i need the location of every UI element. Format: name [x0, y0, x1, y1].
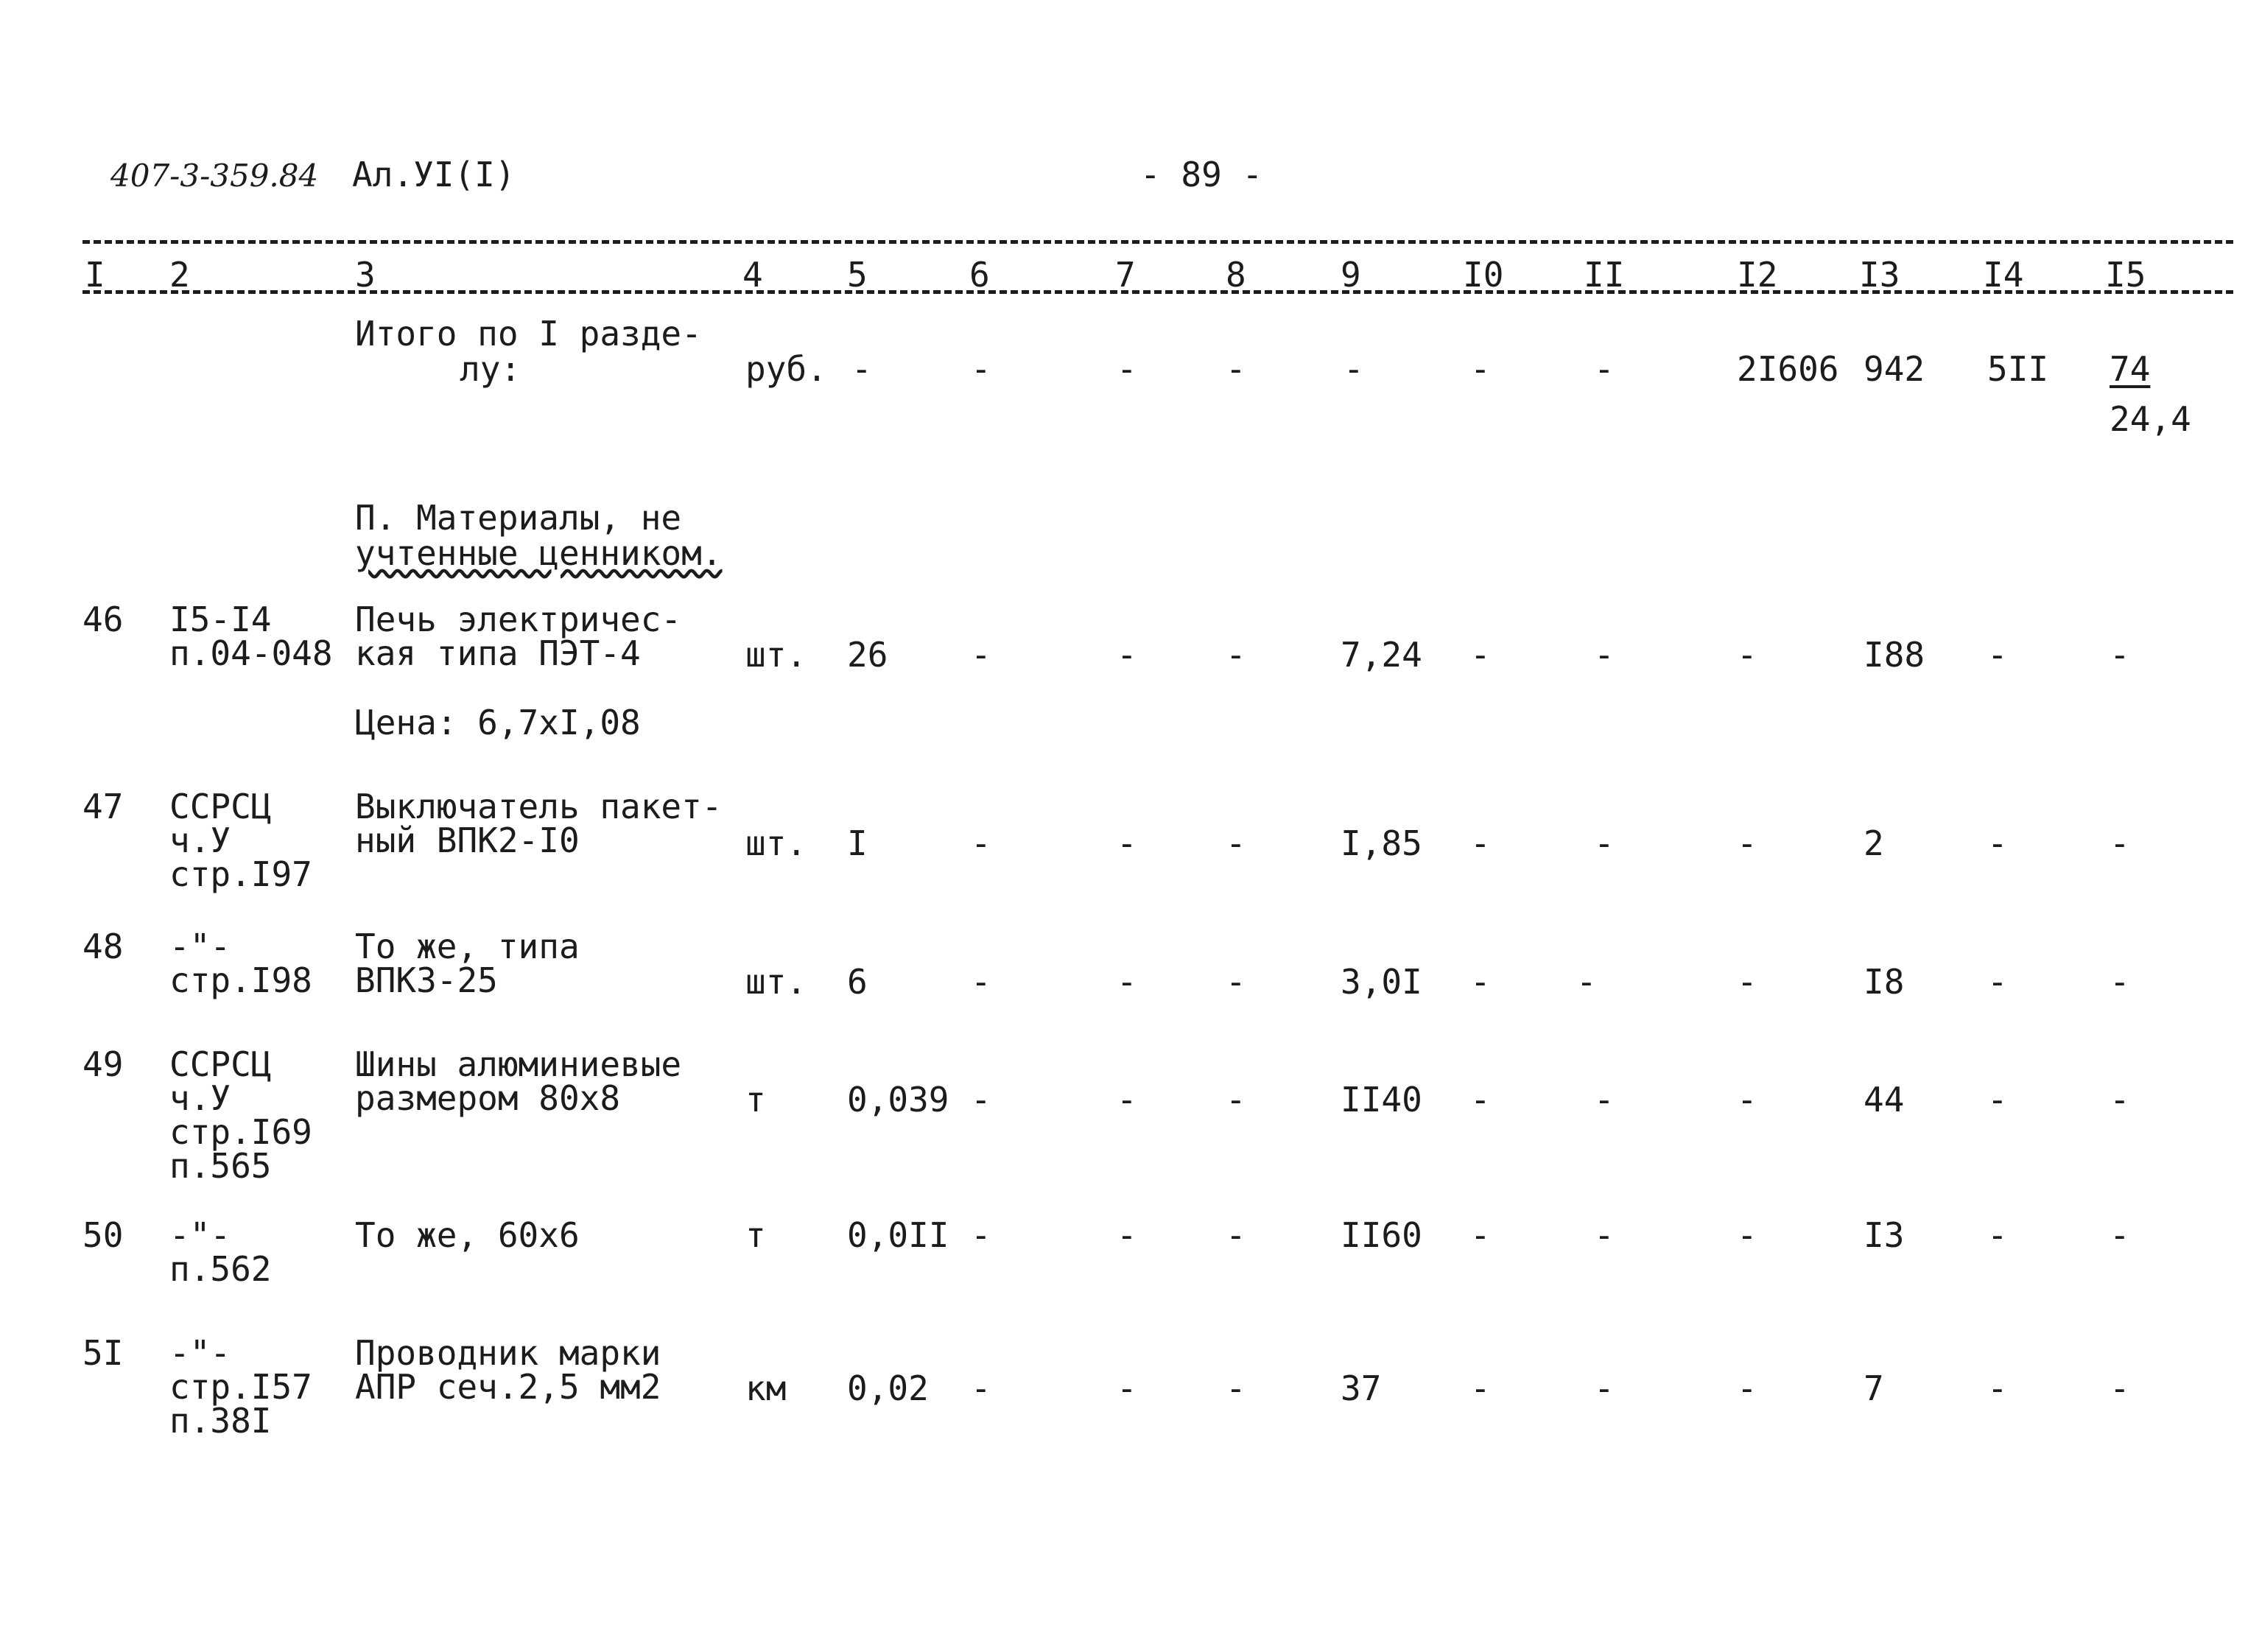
row-total: 7: [1864, 1368, 1884, 1408]
row-total: I8: [1864, 962, 1905, 1002]
row-col15: -: [2110, 1080, 2130, 1120]
totals-col12: 2I606: [1737, 349, 1839, 389]
row-col10: -: [1470, 1368, 1491, 1408]
row-code-line: ССРСЦ: [169, 787, 272, 826]
totals-label-line1: Итого по I разде-: [355, 314, 702, 354]
row-col8: -: [1226, 1368, 1246, 1408]
row-unit: км: [745, 1368, 787, 1408]
col-header-15: I5: [2105, 255, 2146, 295]
row-number: 48: [82, 927, 124, 966]
row-col10: -: [1470, 1215, 1491, 1255]
row-col11: -: [1594, 635, 1615, 675]
row-code-line: -"-: [169, 1333, 231, 1373]
row-code-line: ч.У: [169, 820, 231, 860]
row-name-line: Выключатель пакет-: [355, 787, 723, 826]
page-number: - 89 -: [1140, 155, 1263, 194]
col-header-8: 8: [1226, 255, 1246, 295]
row-code-line: -"-: [169, 927, 231, 966]
header-bottom-dashes: [82, 290, 2233, 294]
row-number: 46: [82, 600, 124, 639]
totals-col8: -: [1226, 349, 1246, 389]
row-name-line: Печь электричес-: [355, 600, 682, 639]
row-name-line: То же, 60х6: [355, 1215, 580, 1255]
row-name-line: ный ВПК2-I0: [355, 820, 580, 860]
row-code-line: стр.I97: [169, 854, 312, 894]
row-code-line: стр.I69: [169, 1112, 312, 1152]
row-col6: -: [971, 1368, 991, 1408]
row-unit-price: 7,24: [1341, 635, 1422, 675]
row-col14: -: [1987, 823, 2008, 863]
row-code-line: ч.У: [169, 1078, 231, 1118]
row-col12: -: [1737, 1368, 1757, 1408]
row-col11: -: [1576, 962, 1597, 1002]
row-col10: -: [1470, 1080, 1491, 1120]
row-col6: -: [971, 635, 991, 675]
totals-col5: -: [851, 349, 872, 389]
row-col6: -: [971, 1215, 991, 1255]
row-unit-price: 37: [1341, 1368, 1382, 1408]
row-col14: -: [1987, 1368, 2008, 1408]
row-col7: -: [1117, 1368, 1137, 1408]
totals-col15-top: 74: [2110, 349, 2151, 389]
row-quantity: 0,0II: [847, 1215, 949, 1255]
row-code-line: I5-I4: [169, 600, 272, 639]
row-name-line: кая типа ПЭТ-4: [355, 633, 641, 673]
row-col10: -: [1470, 962, 1491, 1002]
row-name-line: ВПК3-25: [355, 960, 498, 1000]
row-quantity: 0,039: [847, 1080, 949, 1120]
col-header-10: I0: [1463, 255, 1504, 295]
row-col8: -: [1226, 823, 1246, 863]
row-name-line: АПР сеч.2,5 мм2: [355, 1367, 661, 1407]
row-code-line: стр.I98: [169, 960, 312, 1000]
col-header-9: 9: [1341, 255, 1361, 295]
row-quantity: 6: [847, 962, 868, 1002]
header-top-dashes: [82, 240, 2233, 244]
row-col12: -: [1737, 635, 1757, 675]
row-unit: т: [745, 1215, 766, 1255]
totals-col6: -: [971, 349, 991, 389]
row-col15: -: [2110, 1215, 2130, 1255]
row-number: 49: [82, 1044, 124, 1084]
row-code-line: стр.I57: [169, 1367, 312, 1407]
row-col6: -: [971, 823, 991, 863]
row-number: 5I: [82, 1333, 124, 1373]
row-name-line: То же, типа: [355, 927, 580, 966]
row-col8: -: [1226, 1215, 1246, 1255]
row-col10: -: [1470, 635, 1491, 675]
row-col7: -: [1117, 1215, 1137, 1255]
row-col14: -: [1987, 962, 2008, 1002]
col-header-1: I: [85, 255, 105, 295]
album-label: Ал.УI(I): [352, 155, 516, 194]
row-col15: -: [2110, 962, 2130, 1002]
totals-col11: -: [1594, 349, 1615, 389]
totals-label-line2: лу:: [460, 349, 521, 389]
col-header-11: II: [1584, 255, 1625, 295]
row-name-line: размером 80х8: [355, 1078, 621, 1118]
row-col15: -: [2110, 823, 2130, 863]
row-number: 47: [82, 787, 124, 826]
row-col11: -: [1594, 823, 1615, 863]
row-col14: -: [1987, 635, 2008, 675]
row-col7: -: [1117, 1080, 1137, 1120]
totals-col14: 5II: [1987, 349, 2049, 389]
row-unit-price: I,85: [1341, 823, 1422, 863]
row-col7: -: [1117, 962, 1137, 1002]
row-total: 44: [1864, 1080, 1905, 1120]
row-quantity: 0,02: [847, 1368, 929, 1408]
row-code-line: -"-: [169, 1215, 231, 1255]
section-heading-line1: П. Материалы, не: [355, 498, 682, 538]
row-col12: -: [1737, 962, 1757, 1002]
totals-unit: руб.: [745, 349, 827, 389]
row-quantity: I: [847, 823, 868, 863]
col-header-3: 3: [355, 255, 376, 295]
row-name-line: Шины алюминиевые: [355, 1044, 682, 1084]
row-unit: шт.: [745, 962, 807, 1002]
row-col11: -: [1594, 1368, 1615, 1408]
row-name-line: Проводник марки: [355, 1333, 661, 1373]
document-code: 407-3-359.84: [110, 158, 319, 194]
row-col12: -: [1737, 823, 1757, 863]
row-unit: шт.: [745, 823, 807, 863]
col-header-14: I4: [1983, 255, 2024, 295]
row-col15: -: [2110, 635, 2130, 675]
row-col8: -: [1226, 635, 1246, 675]
row-col10: -: [1470, 823, 1491, 863]
row-code-line: п.562: [169, 1249, 272, 1289]
col-header-6: 6: [969, 255, 990, 295]
totals-col13: 942: [1864, 349, 1925, 389]
row-col11: -: [1594, 1080, 1615, 1120]
col-header-13: I3: [1859, 255, 1900, 295]
totals-col9: -: [1343, 349, 1364, 389]
row-price-note: Цена: 6,7хI,08: [355, 703, 641, 742]
row-code-line: п.38I: [169, 1401, 272, 1441]
col-header-4: 4: [742, 255, 763, 295]
row-col8: -: [1226, 962, 1246, 1002]
row-col12: -: [1737, 1080, 1757, 1120]
row-col7: -: [1117, 823, 1137, 863]
row-unit: шт.: [745, 635, 807, 675]
totals-col10: -: [1470, 349, 1491, 389]
row-quantity: 26: [847, 635, 888, 675]
row-number: 50: [82, 1215, 124, 1255]
row-total: I3: [1864, 1215, 1905, 1255]
row-col8: -: [1226, 1080, 1246, 1120]
row-col6: -: [971, 1080, 991, 1120]
col-header-5: 5: [847, 255, 868, 295]
totals-col7: -: [1117, 349, 1137, 389]
row-unit-price: 3,0I: [1341, 962, 1422, 1002]
col-header-7: 7: [1115, 255, 1136, 295]
section-heading-line2: учтенные ценником.: [355, 533, 723, 573]
row-total: 2: [1864, 823, 1884, 863]
row-col14: -: [1987, 1215, 2008, 1255]
totals-col15-bottom: 24,4: [2110, 399, 2191, 439]
row-col14: -: [1987, 1080, 2008, 1120]
row-col12: -: [1737, 1215, 1757, 1255]
col-header-2: 2: [169, 255, 190, 295]
row-unit: т: [745, 1080, 766, 1120]
col-header-12: I2: [1737, 255, 1778, 295]
row-total: I88: [1864, 635, 1925, 675]
row-col6: -: [971, 962, 991, 1002]
row-col7: -: [1117, 635, 1137, 675]
row-col11: -: [1594, 1215, 1615, 1255]
row-col15: -: [2110, 1368, 2130, 1408]
row-unit-price: II60: [1341, 1215, 1422, 1255]
row-code-line: п.04-048: [169, 633, 333, 673]
row-code-line: п.565: [169, 1146, 272, 1186]
row-unit-price: II40: [1341, 1080, 1422, 1120]
row-code-line: ССРСЦ: [169, 1044, 272, 1084]
